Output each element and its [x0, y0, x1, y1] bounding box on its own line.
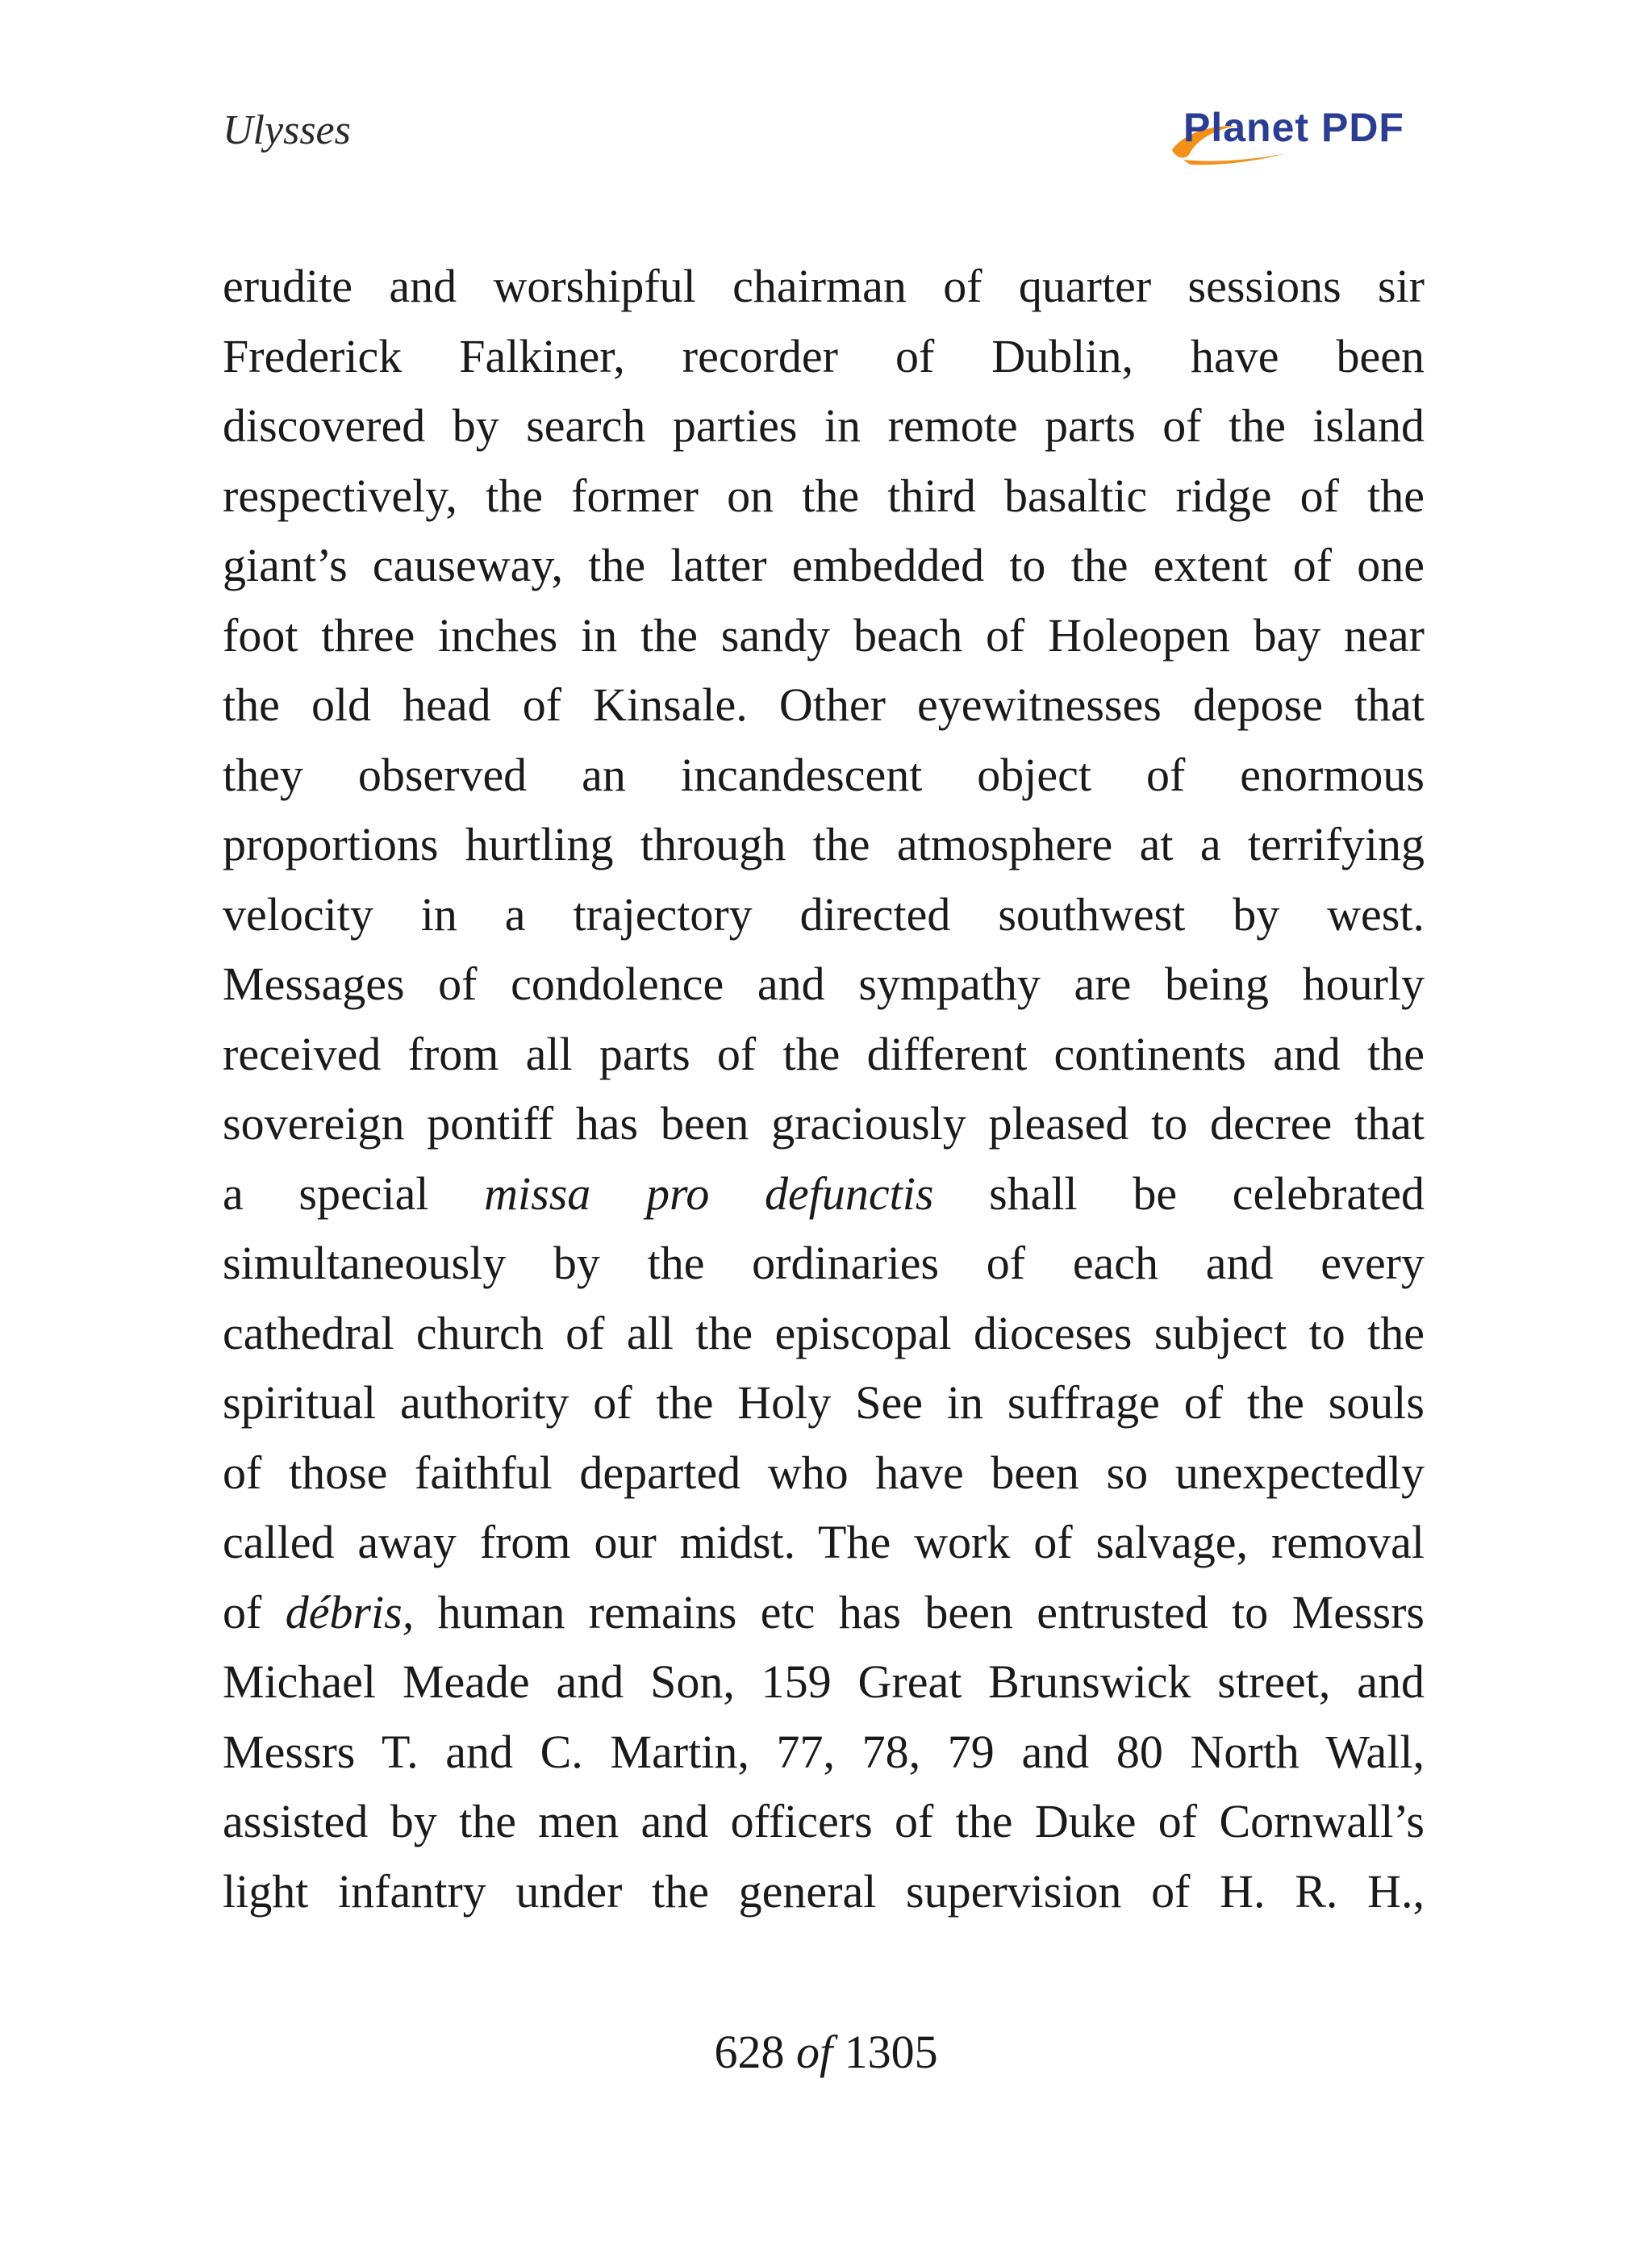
- italic-phrase: débris,: [285, 1585, 415, 1638]
- text-line: Messages of condolence and sympathy are being hourly: [223, 958, 1425, 1010]
- text-line: spiritual authority of the Holy See in suffrage of the souls: [223, 1376, 1425, 1429]
- text-line: of those faithful departed who have been so unexpectedly: [223, 1446, 1425, 1499]
- text-line: Messrs T. and C. Martin, 77, 78, 79 and 80 North Wall,: [223, 1725, 1425, 1778]
- text-line: cathedral church of all the episcopal dioceses subject to the: [223, 1306, 1425, 1359]
- text-line: foot three inches in the sandy beach of Holeopen bay near: [223, 608, 1425, 662]
- text-line: respectively, the former on the third basaltic ridge of the: [223, 469, 1425, 522]
- text-line: discovered by search parties in remote parts of the island: [223, 399, 1425, 452]
- text-line: assisted by the men and officers of the Duke of Cornwall’s: [223, 1795, 1425, 1847]
- logo-word-pdf: PDF: [1320, 105, 1404, 150]
- text-line: simultaneously by the ordinaries of each and every: [223, 1237, 1425, 1289]
- planet-pdf-logo: [1166, 103, 1424, 168]
- total-pages: 1305: [844, 2026, 938, 2078]
- page-number: [0, 2025, 1652, 2079]
- running-title: Ulysses: [223, 107, 351, 153]
- text-line: Frederick Falkiner, recorder of Dublin, have been: [223, 329, 1425, 382]
- text-segment: a special: [223, 1167, 485, 1220]
- body-text: [223, 252, 1425, 1926]
- text-line: sovereign pontiff has been graciously pleased to decree that: [223, 1097, 1425, 1150]
- italic-phrase: missa pro defunctis: [484, 1167, 934, 1220]
- text-line: erudite and worshipful chairman of quarter sessions sir: [223, 260, 1425, 312]
- text-line: [223, 1159, 1425, 1229]
- text-line: Michael Meade and Son, 159 Great Brunswick street, and: [223, 1655, 1425, 1708]
- text-segment: shall be celebrated: [933, 1167, 1425, 1220]
- text-line: called away from our midst. The work of salvage, removal: [223, 1516, 1425, 1568]
- page-of-word: of: [795, 2026, 833, 2078]
- text-line: they observed an incandescent object of enormous: [223, 748, 1425, 801]
- text-segment: human remains etc has been entrusted to Messrs: [414, 1585, 1425, 1638]
- text-line: giant’s causeway, the latter embedded to the extent of one: [223, 539, 1425, 591]
- current-page: 628: [714, 2026, 785, 2078]
- logo-word-planet: Planet: [1183, 105, 1310, 150]
- text-line: proportions hurtling through the atmosphere at a terrifying: [223, 818, 1425, 870]
- text-segment: of: [223, 1585, 286, 1638]
- text-line: light infantry under the general supervision of H. R. H.,: [223, 1864, 1425, 1918]
- text-line: the old head of Kinsale. Other eyewitnesses depose that: [223, 678, 1425, 731]
- text-line: received from all parts of the different continents and the: [223, 1027, 1425, 1080]
- text-line: velocity in a trajectory directed southwest by west.: [223, 887, 1425, 941]
- logo-text: [1183, 103, 1404, 152]
- text-line: [223, 1578, 1425, 1648]
